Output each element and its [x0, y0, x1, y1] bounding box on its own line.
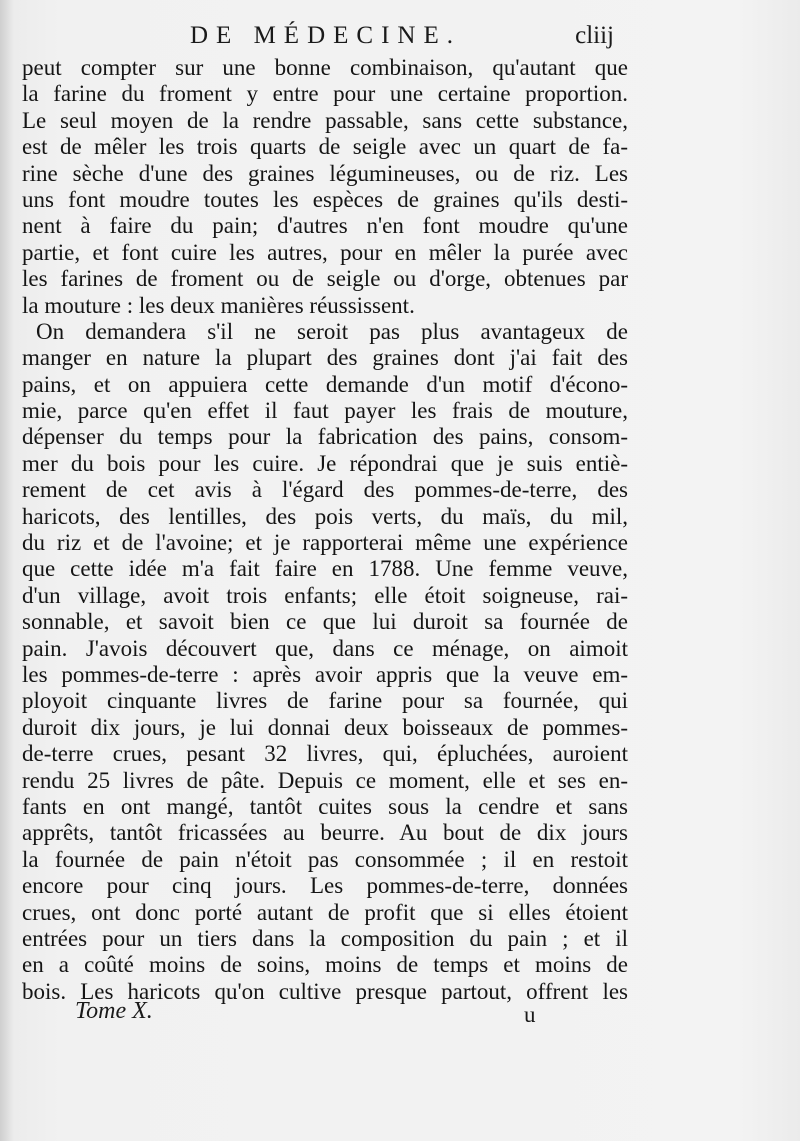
- text-line: pains, et on appuiera cette demande d'un motif d'écono-: [22, 371, 628, 397]
- text-line: Le seul moyen de la rendre passable, sans cette substance,: [22, 107, 628, 133]
- text-line: peut compter sur une bonne combinaison, qu'autant que: [22, 55, 628, 80]
- text-line: entrées pour un tiers dans la composition du pain ; et il: [22, 925, 628, 951]
- text-line: rendu 25 livres de pâte. Depuis ce moment, elle et ses en-: [22, 767, 628, 793]
- text-line: sonnable, et savoit bien ce que lui duroit sa fournée de: [22, 609, 628, 635]
- text-line: la fournée de pain n'étoit pas consommée ; il en restoit: [22, 846, 628, 872]
- text-line: pain. J'avois découvert que, dans ce ménage, on aimoit: [22, 635, 628, 661]
- text-line: est de mêler les trois quarts de seigle avec un quart de fa-: [22, 134, 628, 160]
- text-line: en a coûté moins de soins, moins de temps et moins de: [22, 952, 628, 978]
- text-line: mie, parce qu'en effet il faut payer les frais de mouture,: [22, 398, 628, 424]
- text-line: d'un village, avoit trois enfants; elle étoit soigneuse, rai-: [22, 582, 628, 608]
- text-line: de-terre crues, pesant 32 livres, qui, épluchées, auroient: [22, 741, 628, 767]
- text-line: haricots, des lentilles, des pois verts, du maïs, du mil,: [22, 503, 628, 529]
- text-line: que cette idée m'a fait faire en 1788. Une femme veuve,: [22, 556, 628, 582]
- text-line: rement de cet avis à l'égard des pommes-de-terre, des: [22, 477, 628, 503]
- page-footer: [0, 998, 800, 1038]
- text-line: nent à faire du pain; d'autres n'en font moudre qu'une: [22, 213, 628, 239]
- text-line: uns font moudre toutes les espèces de graines qu'ils desti-: [22, 186, 628, 212]
- text-line: mer du bois pour les cuire. Je répondrai que je suis entiè-: [22, 450, 628, 476]
- text-line: apprêts, tantôt fricassées au beurre. Au bout de dix jours: [22, 820, 628, 846]
- text-line: bois. Les haricots qu'on cultive presque partout, offrent les: [22, 978, 628, 1004]
- text-line: manger en nature la plupart des graines dont j'ai fait des: [22, 345, 628, 371]
- running-title: DE MÉDECINE.: [190, 22, 461, 49]
- text-line: ployoit cinquante livres de farine pour sa fournée, qui: [22, 688, 628, 714]
- text-line: dépenser du temps pour la fabrication des pains, consom-: [22, 424, 628, 450]
- text-line: les pommes-de-terre : après avoir appris que la veuve em-: [22, 661, 628, 687]
- text-line: du riz et de l'avoine; et je rapporterai même une expérience: [22, 530, 628, 556]
- body-text: [22, 55, 628, 1005]
- text-line: la mouture : les deux manières réussissent.: [22, 292, 415, 318]
- signature-mark: u: [524, 1002, 536, 1027]
- text-line: la farine du froment y entre pour une certaine proportion.: [22, 81, 628, 107]
- text-line: encore pour cinq jours. Les pommes-de-terre, données: [22, 873, 628, 899]
- text-line: fants en ont mangé, tantôt cuites sous la cendre et sans: [22, 793, 628, 819]
- text-line: On demandera s'il ne seroit pas plus avantageux de: [36, 318, 628, 344]
- text-line: crues, ont donc porté autant de profit que si elles étoient: [22, 899, 628, 925]
- text-line: duroit dix jours, je lui donnai deux boisseaux de pommes-: [22, 714, 628, 740]
- volume-label: Tome X.: [75, 998, 153, 1024]
- page-number: cliij: [575, 22, 614, 49]
- text-line: les farines de froment ou de seigle ou d'orge, obtenues par: [22, 266, 628, 292]
- text-line: rine sèche d'une des graines légumineuses, ou de riz. Les: [22, 160, 628, 186]
- text-line: partie, et font cuire les autres, pour en mêler la purée avec: [22, 239, 628, 265]
